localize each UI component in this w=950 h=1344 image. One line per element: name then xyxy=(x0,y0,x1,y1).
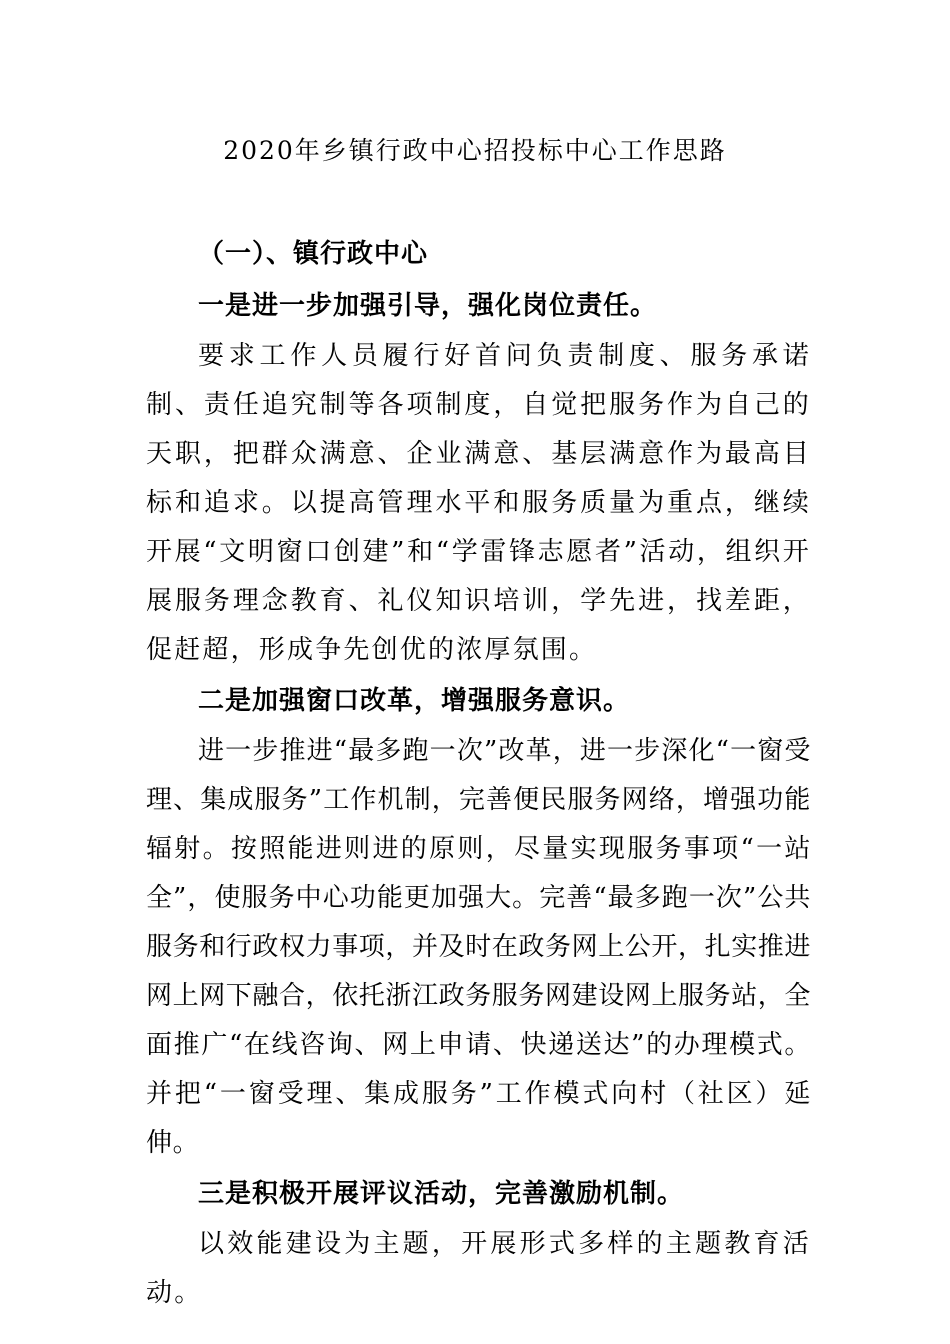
item-paragraph-1: 要求工作人员履行好首问负责制度、服务承诺制、责任追究制等各项制度，自觉把服务作为自己的天职，把群众满意、企业满意、基层满意作为最高目标和追求。以提高管理水平和服务质量为重点，继续开展“文明窗口创建”和“学雷锋志愿者”活动，组织开展服务理念教育、礼仪知识培训，学先进，找差距，促赶超，形成争先创优的浓厚氛围。 xyxy=(146,341,811,665)
item-heading-3: 三是积极开展评议活动，完善激励机制。 xyxy=(198,1179,685,1209)
item-heading-2: 二是加强窗口改革，增强服务意识。 xyxy=(198,686,631,716)
item-heading-1: 一是进一步加强引导，强化岗位责任。 xyxy=(198,291,658,321)
document-title: 2020年乡镇行政中心招投标中心工作思路 xyxy=(223,136,727,165)
item-paragraph-3: 以效能建设为主题，开展形式多样的主题教育活动。 xyxy=(146,1229,811,1308)
section-heading: （一）、镇行政中心 xyxy=(198,239,429,269)
document-body xyxy=(146,228,811,1318)
item-paragraph-2: 进一步推进“最多跑一次”改革，进一步深化“一窗受理、集成服务”工作机制，完善便民服务网络，增强功能辐射。按照能进则进的原则，尽量实现服务事项“一站全”，使服务中心功能更加强大。完善“最多跑一次”公共服务和行政权力事项，并及时在政务网上公开，扎实推进网上网下融合，依托浙江政务服务网建设网上服务站，全面推广“在线咨询、网上申请、快递送达”的办理模式。并把“一窗受理、集成服务”工作模式向村（社区）延伸。 xyxy=(146,736,812,1158)
